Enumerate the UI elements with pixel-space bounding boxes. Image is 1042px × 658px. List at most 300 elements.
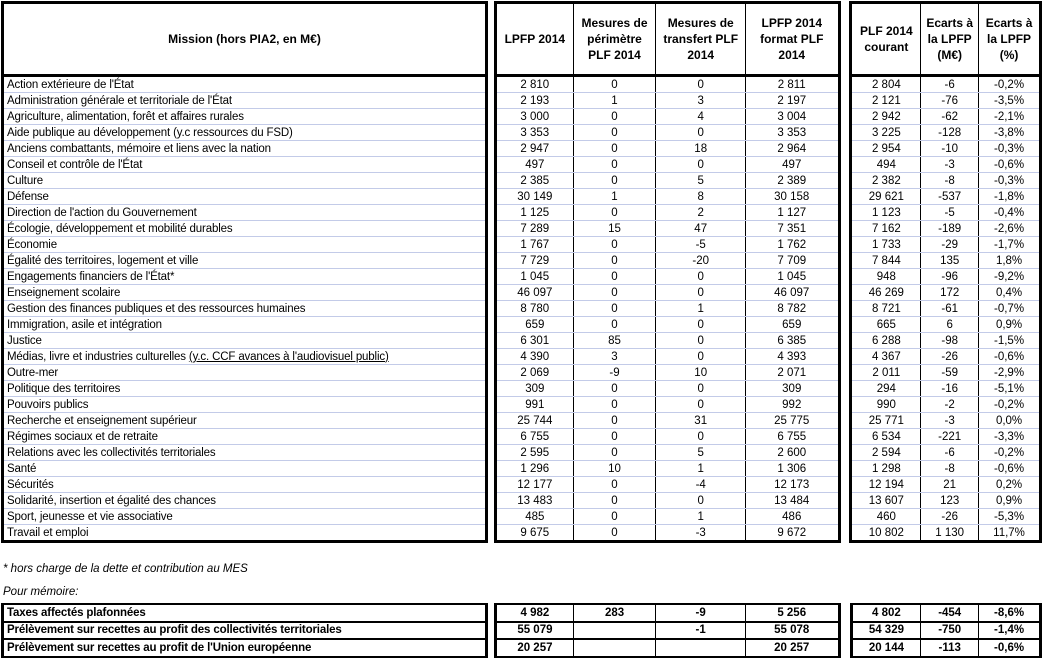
cell-ecarts-pct: -1,4%: [979, 622, 1041, 640]
cell-ecarts-pct: -1,8%: [979, 189, 1041, 205]
cell-ecarts-meur: -16: [921, 381, 979, 397]
header-plf-courant: PLF 2014 courant: [851, 3, 921, 76]
cell-plf-courant: 2 942: [851, 109, 921, 125]
cell-mesures-perimetre: 0: [573, 445, 656, 461]
cell-lpfp-format-plf: 1 127: [746, 205, 839, 221]
table-row: [3, 157, 1041, 173]
cell-lpfp-2014: 3 353: [496, 125, 574, 141]
table-row: [3, 269, 1041, 285]
cell-mesures-transfert: -1: [656, 622, 746, 640]
cell-ecarts-pct: 0,0%: [979, 413, 1041, 429]
cell-mesures-transfert: 47: [656, 221, 746, 237]
cell-ecarts-meur: -98: [921, 333, 979, 349]
cell-plf-courant: 4 367: [851, 349, 921, 365]
cell-ecarts-meur: -96: [921, 269, 979, 285]
table-row: [3, 93, 1041, 109]
cell-mesures-perimetre: 0: [573, 205, 656, 221]
mission-cell: [3, 189, 487, 205]
cell-ecarts-meur: -2: [921, 397, 979, 413]
cell-ecarts-pct: -0,3%: [979, 173, 1041, 189]
cell-plf-courant: 294: [851, 381, 921, 397]
cell-ecarts-meur: -750: [921, 622, 979, 640]
cell-mesures-perimetre: 0: [573, 125, 656, 141]
cell-plf-courant: 7 162: [851, 221, 921, 237]
mission-label: Aide publique au développement (y.c ressources du FSD): [7, 126, 293, 139]
cell-plf-courant: 3 225: [851, 125, 921, 141]
cell-plf-courant: 2 382: [851, 173, 921, 189]
table-row: [3, 173, 1041, 189]
cell-mesures-perimetre: 0: [573, 397, 656, 413]
cell-ecarts-pct: -5,3%: [979, 509, 1041, 525]
cell-mesures-perimetre: 0: [573, 173, 656, 189]
table-row: [3, 141, 1041, 157]
mission-label: Pouvoirs publics: [7, 398, 89, 411]
cell-mesures-perimetre: 0: [573, 157, 656, 173]
cell-mesures-transfert: 8: [656, 189, 746, 205]
cell-mesures-perimetre: 0: [573, 413, 656, 429]
header-row: [3, 3, 1041, 76]
cell-plf-courant: 990: [851, 397, 921, 413]
cell-mesures-perimetre: 1: [573, 189, 656, 205]
cell-mesures-perimetre: 15: [573, 221, 656, 237]
cell-plf-courant: 13 607: [851, 493, 921, 509]
memo-title: Pour mémoire:: [3, 586, 79, 598]
cell-ecarts-pct: -9,2%: [979, 269, 1041, 285]
mission-label: Économie: [7, 238, 57, 251]
cell-plf-courant: 2 954: [851, 141, 921, 157]
cell-plf-courant: 12 194: [851, 477, 921, 493]
mission-cell: [3, 445, 487, 461]
mission-cell: [3, 397, 487, 413]
cell-lpfp-format-plf: 2 964: [746, 141, 839, 157]
cell-lpfp-format-plf: 2 811: [746, 76, 839, 93]
cell-plf-courant: 948: [851, 269, 921, 285]
mission-label: Direction de l'action du Gouvernement: [7, 206, 197, 219]
cell-ecarts-meur: -454: [921, 604, 979, 622]
cell-lpfp-2014: 7 729: [496, 253, 574, 269]
cell-lpfp-format-plf: 3 353: [746, 125, 839, 141]
cell-lpfp-format-plf: 46 097: [746, 285, 839, 301]
cell-mesures-transfert: 18: [656, 141, 746, 157]
mission-cell: [3, 429, 487, 445]
mission-label: Sécurités: [7, 478, 54, 491]
cell-plf-courant: 2 121: [851, 93, 921, 109]
cell-lpfp-2014: 46 097: [496, 285, 574, 301]
cell-lpfp-2014: 2 810: [496, 76, 574, 93]
cell-mesures-perimetre: 283: [573, 604, 656, 622]
mission-cell: [3, 381, 487, 397]
cell-ecarts-meur: 135: [921, 253, 979, 269]
mission-label: Relations avec les collectivités territoriales: [7, 446, 216, 459]
table-row: [3, 381, 1041, 397]
cell-ecarts-meur: -537: [921, 189, 979, 205]
cell-ecarts-meur: -221: [921, 429, 979, 445]
mission-cell: [3, 493, 487, 509]
cell-ecarts-pct: -0,7%: [979, 301, 1041, 317]
cell-plf-courant: 1 733: [851, 237, 921, 253]
mission-cell: [3, 141, 487, 157]
cell-lpfp-2014: 2 385: [496, 173, 574, 189]
cell-ecarts-pct: 0,2%: [979, 477, 1041, 493]
cell-mesures-transfert: -20: [656, 253, 746, 269]
cell-ecarts-pct: -1,7%: [979, 237, 1041, 253]
mission-label: Solidarité, insertion et égalité des chances: [7, 494, 216, 507]
cell-lpfp-format-plf: 5 256: [745, 604, 839, 622]
cell-mesures-transfert: 0: [656, 493, 746, 509]
cell-ecarts-pct: -0,3%: [979, 141, 1041, 157]
mission-label: Écologie, développement et mobilité durables: [7, 222, 233, 235]
table-row: [3, 604, 1041, 622]
cell-lpfp-format-plf: 8 782: [746, 301, 839, 317]
memo-table: [1, 603, 1042, 658]
cell-mesures-transfert: 0: [656, 381, 746, 397]
cell-lpfp-format-plf: 2 197: [746, 93, 839, 109]
cell-ecarts-pct: -3,8%: [979, 125, 1041, 141]
cell-mesures-perimetre: [573, 622, 656, 640]
table-row: [3, 639, 1041, 657]
cell-lpfp-2014: 309: [496, 381, 574, 397]
mission-label: Action extérieure de l'État: [7, 78, 134, 91]
table-row: [3, 125, 1041, 141]
cell-ecarts-meur: -113: [921, 639, 979, 657]
mission-cell: [3, 477, 487, 493]
mission-label: Travail et emploi: [7, 526, 89, 539]
table-row: [3, 76, 1041, 93]
cell-lpfp-format-plf: 1 045: [746, 269, 839, 285]
table-row: [3, 317, 1041, 333]
mission-cell: [3, 285, 487, 301]
cell-lpfp-2014: 4 390: [496, 349, 574, 365]
mission-label: Taxes affectés plafonnées: [7, 606, 146, 619]
cell-mesures-perimetre: [573, 639, 656, 657]
cell-mesures-transfert: -4: [656, 477, 746, 493]
cell-lpfp-format-plf: 992: [746, 397, 839, 413]
header-ecarts-meur: Ecarts à la LPFP (M€): [921, 3, 979, 76]
cell-lpfp-2014: 1 296: [496, 461, 574, 477]
cell-plf-courant: 7 844: [851, 253, 921, 269]
table-row: [3, 349, 1041, 365]
mission-cell: [3, 604, 487, 622]
cell-lpfp-format-plf: 1 762: [746, 237, 839, 253]
mission-cell: [3, 109, 487, 125]
cell-ecarts-pct: -2,1%: [979, 109, 1041, 125]
cell-lpfp-format-plf: 486: [746, 509, 839, 525]
mission-label: Égalité des territoires, logement et ville: [7, 254, 199, 267]
cell-ecarts-meur: -59: [921, 365, 979, 381]
cell-lpfp-format-plf: 20 257: [745, 639, 839, 657]
cell-ecarts-meur: 123: [921, 493, 979, 509]
table-row: [3, 622, 1041, 640]
cell-mesures-perimetre: 0: [573, 253, 656, 269]
mission-label: Médias, livre et industries culturelles: [7, 350, 189, 363]
cell-ecarts-pct: 0,4%: [979, 285, 1041, 301]
cell-ecarts-pct: -3,5%: [979, 93, 1041, 109]
table-row: [3, 333, 1041, 349]
mission-cell: [3, 461, 487, 477]
cell-ecarts-meur: -10: [921, 141, 979, 157]
mission-cell: [3, 221, 487, 237]
cell-lpfp-format-plf: 3 004: [746, 109, 839, 125]
cell-mesures-transfert: 0: [656, 429, 746, 445]
cell-mesures-transfert: 0: [656, 317, 746, 333]
cell-mesures-perimetre: 85: [573, 333, 656, 349]
footnote: * hors charge de la dette et contribution au MES: [3, 563, 248, 575]
mission-cell: [3, 269, 487, 285]
cell-mesures-transfert: 3: [656, 93, 746, 109]
cell-ecarts-meur: -61: [921, 301, 979, 317]
cell-mesures-perimetre: 0: [573, 141, 656, 157]
cell-lpfp-format-plf: 2 071: [746, 365, 839, 381]
mission-cell: [3, 525, 487, 542]
cell-lpfp-2014: 2 069: [496, 365, 574, 381]
cell-ecarts-pct: 1,8%: [979, 253, 1041, 269]
cell-plf-courant: 6 534: [851, 429, 921, 445]
cell-mesures-perimetre: 0: [573, 301, 656, 317]
mission-cell: [3, 413, 487, 429]
cell-ecarts-meur: -5: [921, 205, 979, 221]
cell-plf-courant: 665: [851, 317, 921, 333]
cell-lpfp-format-plf: 6 385: [746, 333, 839, 349]
mission-label: Outre-mer: [7, 366, 59, 379]
mission-cell: [3, 365, 487, 381]
table-row: [3, 509, 1041, 525]
cell-mesures-perimetre: 0: [573, 381, 656, 397]
header-mesures-perimetre: Mesures de périmètre PLF 2014: [573, 3, 656, 76]
cell-lpfp-2014: 12 177: [496, 477, 574, 493]
cell-lpfp-format-plf: 6 755: [746, 429, 839, 445]
mission-cell: [3, 301, 487, 317]
table-row: [3, 205, 1041, 221]
table-row: [3, 413, 1041, 429]
cell-ecarts-meur: -3: [921, 413, 979, 429]
cell-plf-courant: 1 123: [851, 205, 921, 221]
cell-mesures-transfert: [656, 639, 746, 657]
cell-plf-courant: 29 621: [851, 189, 921, 205]
cell-plf-courant: 494: [851, 157, 921, 173]
mission-label: Régimes sociaux et de retraite: [7, 430, 158, 443]
cell-ecarts-pct: -1,5%: [979, 333, 1041, 349]
mission-cell: [3, 639, 487, 657]
cell-lpfp-2014: 8 780: [496, 301, 574, 317]
mission-label: Politique des territoires: [7, 382, 121, 395]
cell-mesures-transfert: 10: [656, 365, 746, 381]
cell-ecarts-meur: 172: [921, 285, 979, 301]
cell-plf-courant: 54 329: [851, 622, 921, 640]
cell-ecarts-pct: 11,7%: [979, 525, 1041, 542]
mission-cell: [3, 173, 487, 189]
cell-lpfp-2014: 991: [496, 397, 574, 413]
cell-mesures-perimetre: 0: [573, 109, 656, 125]
cell-mesures-transfert: -9: [656, 604, 746, 622]
table-row: [3, 445, 1041, 461]
table-row: [3, 109, 1041, 125]
cell-lpfp-2014: 485: [496, 509, 574, 525]
cell-lpfp-2014: 497: [496, 157, 574, 173]
cell-ecarts-meur: -6: [921, 76, 979, 93]
cell-ecarts-pct: 0,9%: [979, 317, 1041, 333]
cell-lpfp-2014: 659: [496, 317, 574, 333]
mission-cell: [3, 157, 487, 173]
mission-cell: [3, 93, 487, 109]
mission-label: Prélèvement sur recettes au profit des collectivités territoriales: [7, 624, 342, 637]
cell-plf-courant: 2 594: [851, 445, 921, 461]
mission-label: Anciens combattants, mémoire et liens avec la nation: [7, 142, 271, 155]
mission-label: Santé: [7, 462, 37, 475]
cell-lpfp-2014: 9 675: [496, 525, 574, 542]
mission-label: Immigration, asile et intégration: [7, 318, 162, 331]
cell-mesures-transfert: 0: [656, 125, 746, 141]
mission-label: Sport, jeunesse et vie associative: [7, 510, 173, 523]
header-lpfp-2014: LPFP 2014: [496, 3, 574, 76]
cell-mesures-transfert: 1: [656, 301, 746, 317]
mission-label: Agriculture, alimentation, forêt et affaires rurales: [7, 110, 244, 123]
mission-label: Administration générale et territoriale de l'État: [7, 94, 232, 107]
cell-ecarts-pct: -0,6%: [979, 639, 1041, 657]
cell-ecarts-meur: -26: [921, 509, 979, 525]
mission-label: Enseignement scolaire: [7, 286, 121, 299]
cell-plf-courant: 10 802: [851, 525, 921, 542]
cell-lpfp-2014: 30 149: [496, 189, 574, 205]
mission-cell: [3, 76, 487, 93]
cell-ecarts-meur: -8: [921, 173, 979, 189]
cell-lpfp-2014: 7 289: [496, 221, 574, 237]
header-mission: Mission (hors PIA2, en M€): [3, 3, 487, 76]
cell-lpfp-2014: 2 193: [496, 93, 574, 109]
cell-plf-courant: 2 011: [851, 365, 921, 381]
cell-mesures-perimetre: 0: [573, 237, 656, 253]
cell-lpfp-2014: 2 595: [496, 445, 574, 461]
cell-plf-courant: 8 721: [851, 301, 921, 317]
cell-lpfp-2014: 3 000: [496, 109, 574, 125]
cell-lpfp-2014: 55 079: [496, 622, 574, 640]
mission-label: Culture: [7, 174, 44, 187]
cell-ecarts-meur: 1 130: [921, 525, 979, 542]
cell-ecarts-meur: 6: [921, 317, 979, 333]
table-row: [3, 189, 1041, 205]
table-row: [3, 525, 1041, 542]
cell-ecarts-pct: -0,2%: [979, 397, 1041, 413]
table-row: [3, 253, 1041, 269]
table-row: [3, 477, 1041, 493]
cell-mesures-transfert: -5: [656, 237, 746, 253]
mission-label-detail: (y.c. CCF avances à l'audiovisuel public): [188, 350, 389, 363]
cell-lpfp-format-plf: 2 389: [746, 173, 839, 189]
table-row: [3, 397, 1041, 413]
table-row: [3, 365, 1041, 381]
mission-label: Gestion des finances publiques et des ressources humaines: [7, 302, 306, 315]
cell-plf-courant: 4 802: [851, 604, 921, 622]
cell-mesures-perimetre: 0: [573, 76, 656, 93]
mission-label: Conseil et contrôle de l'État: [7, 158, 143, 171]
cell-ecarts-pct: -0,6%: [979, 157, 1041, 173]
cell-mesures-transfert: 0: [656, 157, 746, 173]
mission-cell: [3, 237, 487, 253]
cell-mesures-transfert: 5: [656, 173, 746, 189]
cell-mesures-perimetre: -9: [573, 365, 656, 381]
cell-mesures-perimetre: 0: [573, 525, 656, 542]
cell-mesures-transfert: -3: [656, 525, 746, 542]
cell-mesures-perimetre: 0: [573, 477, 656, 493]
cell-lpfp-format-plf: 55 078: [745, 622, 839, 640]
cell-mesures-transfert: 0: [656, 333, 746, 349]
cell-mesures-perimetre: 1: [573, 93, 656, 109]
mission-label: Prélèvement sur recettes au profit de l'Union européenne: [7, 641, 312, 654]
cell-lpfp-2014: 1 125: [496, 205, 574, 221]
cell-ecarts-pct: 0,9%: [979, 493, 1041, 509]
cell-ecarts-meur: -6: [921, 445, 979, 461]
cell-ecarts-pct: -3,3%: [979, 429, 1041, 445]
cell-mesures-transfert: 1: [656, 461, 746, 477]
cell-lpfp-format-plf: 497: [746, 157, 839, 173]
table-row: [3, 493, 1041, 509]
table-row: [3, 461, 1041, 477]
cell-ecarts-pct: -0,2%: [979, 76, 1041, 93]
cell-lpfp-format-plf: 7 709: [746, 253, 839, 269]
table-row: [3, 237, 1041, 253]
cell-mesures-perimetre: 0: [573, 509, 656, 525]
cell-mesures-transfert: 31: [656, 413, 746, 429]
mission-label: Justice: [7, 334, 42, 347]
cell-ecarts-meur: -76: [921, 93, 979, 109]
cell-lpfp-format-plf: 659: [746, 317, 839, 333]
cell-mesures-transfert: 4: [656, 109, 746, 125]
cell-mesures-transfert: 0: [656, 349, 746, 365]
header-lpfp-format-plf: LPFP 2014 format PLF 2014: [746, 3, 839, 76]
cell-ecarts-meur: -62: [921, 109, 979, 125]
memo-table-body: [3, 604, 1041, 657]
cell-mesures-perimetre: 0: [573, 269, 656, 285]
cell-ecarts-meur: -26: [921, 349, 979, 365]
mission-cell: [3, 205, 487, 221]
header-mesures-transfert: Mesures de transfert PLF 2014: [656, 3, 746, 76]
cell-lpfp-format-plf: 1 306: [746, 461, 839, 477]
cell-ecarts-pct: -8,6%: [979, 604, 1041, 622]
cell-lpfp-format-plf: 7 351: [746, 221, 839, 237]
cell-mesures-transfert: 0: [656, 397, 746, 413]
cell-plf-courant: 46 269: [851, 285, 921, 301]
cell-lpfp-2014: 6 301: [496, 333, 574, 349]
cell-lpfp-format-plf: 9 672: [746, 525, 839, 542]
cell-plf-courant: 460: [851, 509, 921, 525]
cell-plf-courant: 6 288: [851, 333, 921, 349]
cell-ecarts-pct: -0,6%: [979, 349, 1041, 365]
cell-lpfp-2014: 6 755: [496, 429, 574, 445]
mission-cell: [3, 622, 487, 640]
cell-ecarts-meur: -128: [921, 125, 979, 141]
table-row: [3, 429, 1041, 445]
cell-ecarts-meur: -8: [921, 461, 979, 477]
cell-lpfp-format-plf: 4 393: [746, 349, 839, 365]
cell-plf-courant: 2 804: [851, 76, 921, 93]
cell-mesures-perimetre: 3: [573, 349, 656, 365]
cell-ecarts-pct: -5,1%: [979, 381, 1041, 397]
table-row: [3, 285, 1041, 301]
mission-cell: [3, 333, 487, 349]
cell-mesures-perimetre: 0: [573, 285, 656, 301]
mission-cell: [3, 125, 487, 141]
cell-lpfp-2014: 13 483: [496, 493, 574, 509]
cell-ecarts-pct: -0,2%: [979, 445, 1041, 461]
cell-lpfp-2014: 25 744: [496, 413, 574, 429]
cell-mesures-perimetre: 0: [573, 493, 656, 509]
missions-table-body: [3, 76, 1041, 542]
mission-label: Défense: [7, 190, 49, 203]
table-row: [3, 301, 1041, 317]
mission-cell: [3, 253, 487, 269]
header-ecarts-pct: Ecarts à la LPFP (%): [979, 3, 1041, 76]
mission-label: Engagements financiers de l'État*: [7, 270, 175, 283]
cell-mesures-transfert: 2: [656, 205, 746, 221]
